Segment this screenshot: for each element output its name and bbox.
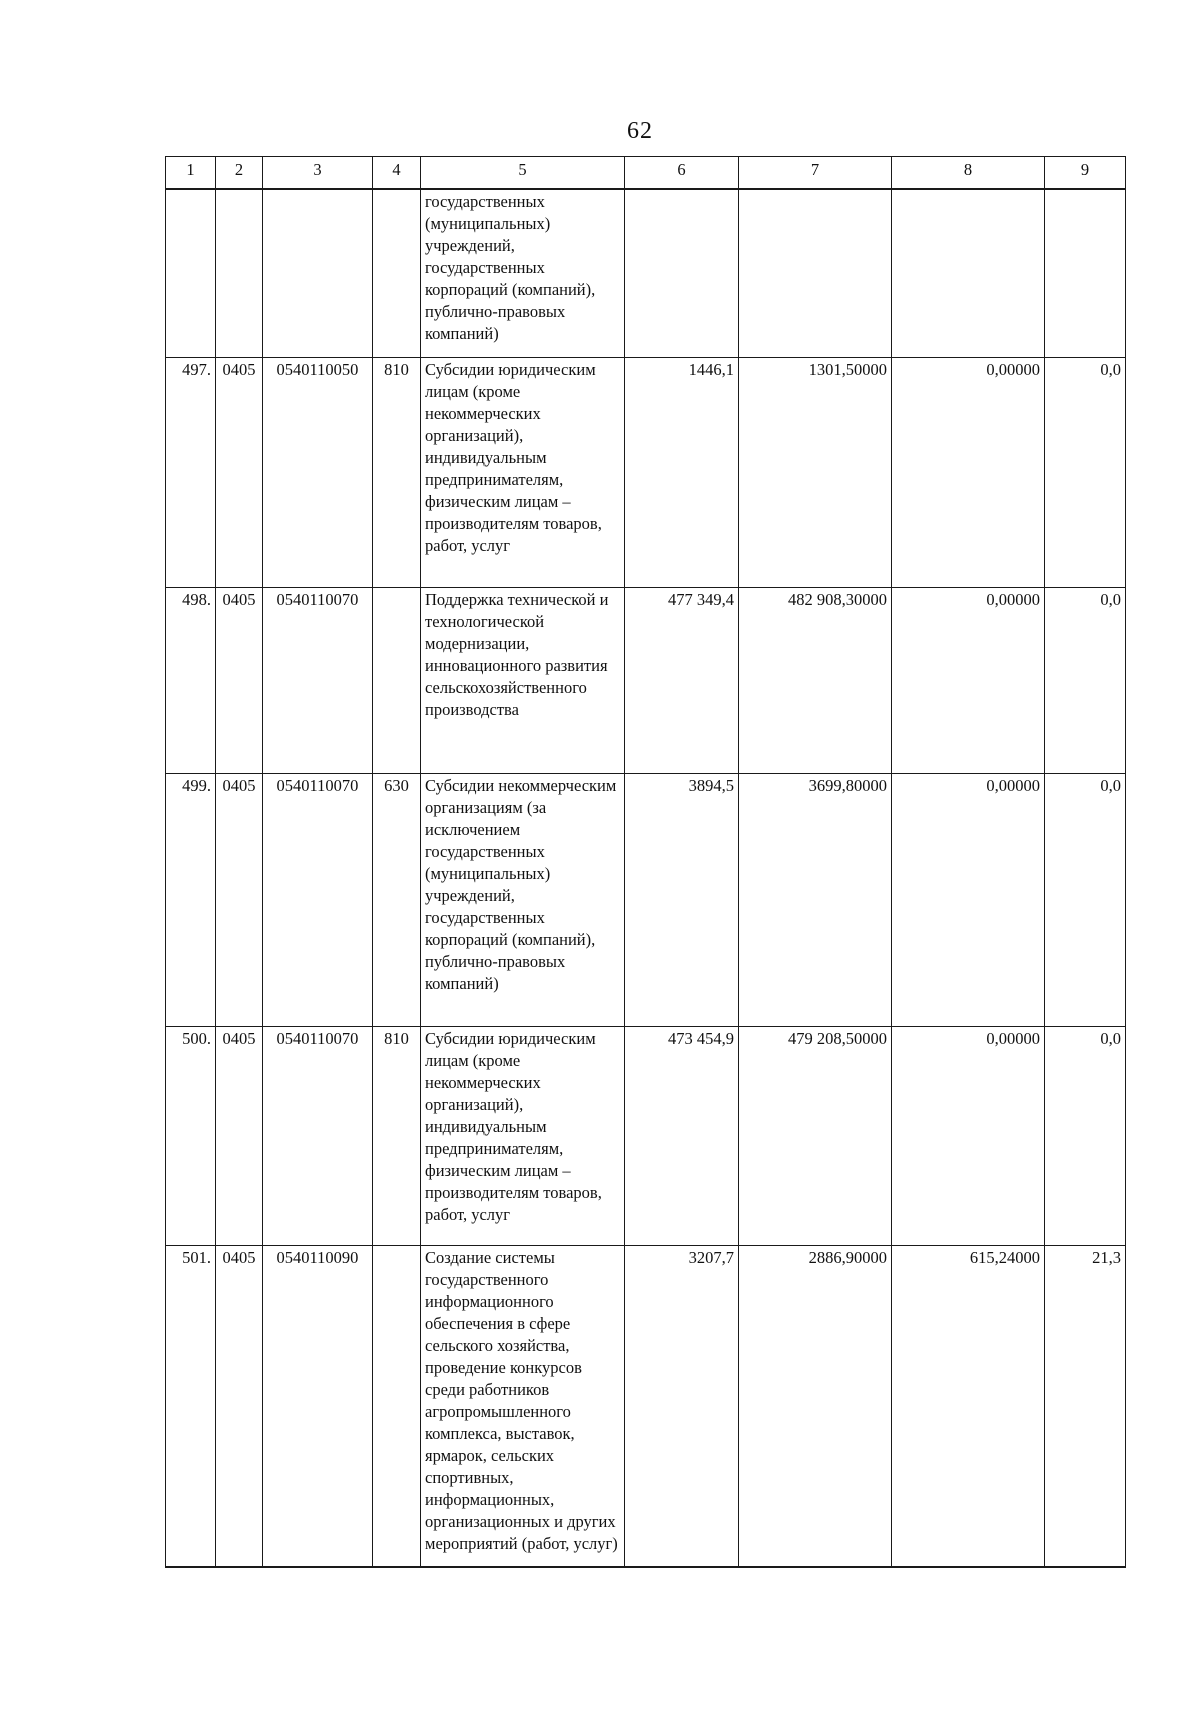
cell-num: 498.: [166, 588, 216, 774]
cell-name: Субсидии юридическим лицам (кроме некоммерческих организаций), индивидуальным предпринимателям, физическим лицам – производителям товаров, работ, услуг: [421, 1027, 625, 1246]
cell-v8: 0,00000: [892, 1027, 1045, 1246]
header-cell-4: 4: [373, 157, 421, 190]
header-cell-2: 2: [216, 157, 263, 190]
cell-v9: 0,0: [1045, 358, 1126, 588]
cell-num: 501.: [166, 1246, 216, 1568]
cell-v7: [739, 189, 892, 358]
cell-num: 499.: [166, 774, 216, 1027]
table-row: [166, 1246, 1126, 1568]
cell-target: [263, 189, 373, 358]
cell-v7: 482 908,30000: [739, 588, 892, 774]
cell-v9: 0,0: [1045, 1027, 1126, 1246]
cell-section: 0405: [216, 1246, 263, 1568]
cell-type: [373, 1246, 421, 1568]
cell-v7: 3699,80000: [739, 774, 892, 1027]
cell-v7: 1301,50000: [739, 358, 892, 588]
cell-num: 497.: [166, 358, 216, 588]
cell-v7: 479 208,50000: [739, 1027, 892, 1246]
table-row: [166, 358, 1126, 588]
header-cell-9: 9: [1045, 157, 1126, 190]
cell-name: Поддержка технической и технологической модернизации, инновационного развития сельскохозяйственного производства: [421, 588, 625, 774]
cell-num: 500.: [166, 1027, 216, 1246]
budget-table: [165, 156, 1126, 1568]
cell-v6: [625, 189, 739, 358]
cell-v8: [892, 189, 1045, 358]
cell-v8: 0,00000: [892, 588, 1045, 774]
cell-v8: 615,24000: [892, 1246, 1045, 1568]
cell-name: Создание системы государственного информационного обеспечения в сфере сельского хозяйства, проведение конкурсов среди работников агропромышленного комплекса, выставок, ярмарок, сельских спортивных, информационных, организационных и других мероприятий (работ, услуг): [421, 1246, 625, 1568]
header-cell-6: 6: [625, 157, 739, 190]
cell-name: государственных (муниципальных) учреждений, государственных корпораций (компаний), публично-правовых компаний): [421, 189, 625, 358]
header-cell-7: 7: [739, 157, 892, 190]
cell-v9: 0,0: [1045, 774, 1126, 1027]
table-row: [166, 588, 1126, 774]
cell-target: 0540110070: [263, 774, 373, 1027]
cell-v8: 0,00000: [892, 358, 1045, 588]
cell-target: 0540110050: [263, 358, 373, 588]
page-number: 62: [627, 118, 653, 144]
cell-section: 0405: [216, 774, 263, 1027]
cell-v6: 477 349,4: [625, 588, 739, 774]
header-cell-5: 5: [421, 157, 625, 190]
cell-section: 0405: [216, 588, 263, 774]
cell-target: 0540110070: [263, 1027, 373, 1246]
cell-v9: 21,3: [1045, 1246, 1126, 1568]
cell-name: Субсидии юридическим лицам (кроме некоммерческих организаций), индивидуальным предпринимателям, физическим лицам – производителям товаров, работ, услуг: [421, 358, 625, 588]
cell-v6: 473 454,9: [625, 1027, 739, 1246]
cell-v6: 1446,1: [625, 358, 739, 588]
table-row: [166, 774, 1126, 1027]
cell-num: [166, 189, 216, 358]
cell-section: 0405: [216, 358, 263, 588]
cell-target: 0540110090: [263, 1246, 373, 1568]
cell-v6: 3207,7: [625, 1246, 739, 1568]
continuation-row: [166, 189, 1126, 358]
cell-v9: [1045, 189, 1126, 358]
header-cell-8: 8: [892, 157, 1045, 190]
cell-type: [373, 588, 421, 774]
cell-section: [216, 189, 263, 358]
table-row: [166, 1027, 1126, 1246]
header-row: [166, 157, 1126, 190]
cell-v8: 0,00000: [892, 774, 1045, 1027]
cell-v7: 2886,90000: [739, 1246, 892, 1568]
header-cell-1: 1: [166, 157, 216, 190]
cell-v9: 0,0: [1045, 588, 1126, 774]
cell-type: 630: [373, 774, 421, 1027]
cell-name: Субсидии некоммерческим организациям (за исключением государственных (муниципальных) учреждений, государственных корпораций (компаний), публично-правовых компаний): [421, 774, 625, 1027]
cell-target: 0540110070: [263, 588, 373, 774]
cell-type: 810: [373, 358, 421, 588]
header-cell-3: 3: [263, 157, 373, 190]
cell-v6: 3894,5: [625, 774, 739, 1027]
cell-section: 0405: [216, 1027, 263, 1246]
cell-type: [373, 189, 421, 358]
cell-type: 810: [373, 1027, 421, 1246]
